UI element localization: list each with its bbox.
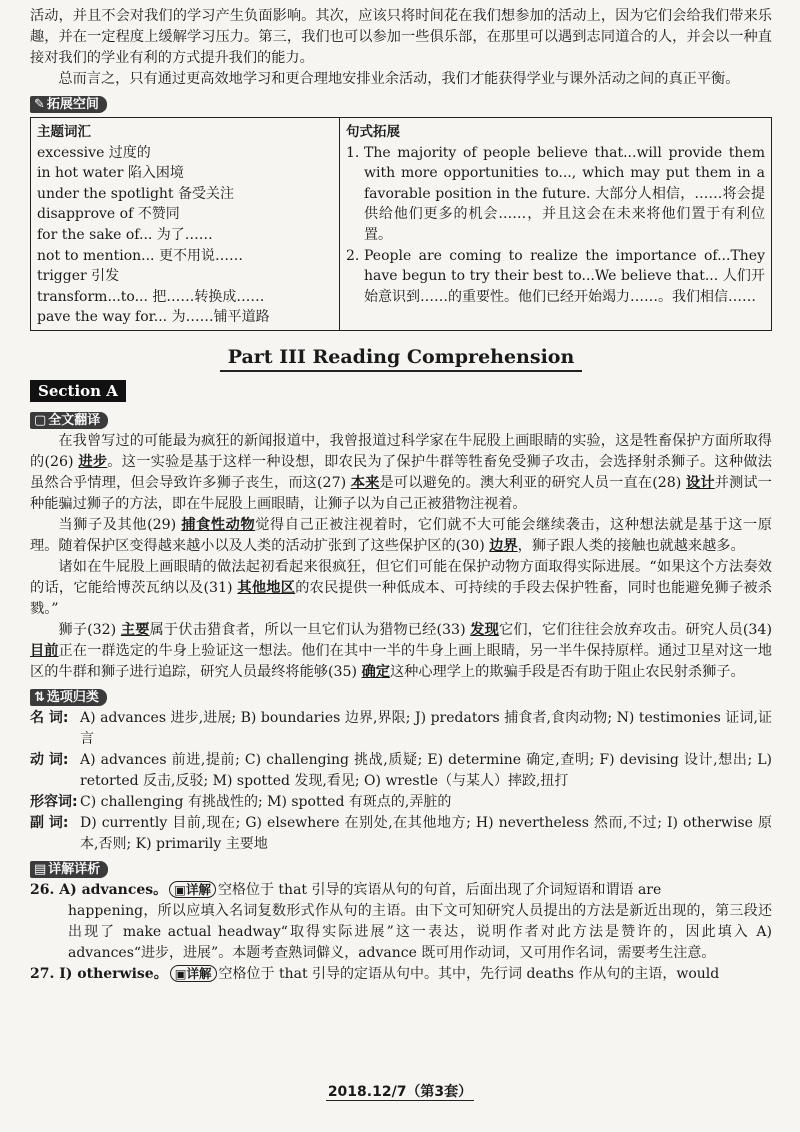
part-title-text: Part III Reading Comprehension <box>220 346 583 372</box>
category-key: 动 词: <box>30 751 69 768</box>
blank-answer: 设计 <box>686 474 715 491</box>
text-run: 狮子(32) <box>58 621 121 638</box>
answer-text: 空格位于 that 引导的定语从句中。其中，先行词 deaths 作从句的主语，would <box>218 965 720 982</box>
category-row <box>30 792 772 813</box>
vocab-item: transform...to... 把……转换成…… <box>37 288 265 305</box>
blank-answer: 边界 <box>489 537 518 554</box>
categories-label-text: 选项归类 <box>46 689 99 705</box>
category-value: A) advances 进步,进展; B) boundaries 边界,界限; J) predators 捕食者,食肉动物; N) testimonies 证词,证言 <box>80 709 772 747</box>
note-icon: ▣ <box>174 881 186 897</box>
intro-paragraph-1: 活动，并且不会对我们的学习产生负面影响。其次，应该只将时间花在我们想参加的活动上，因为它们会给我们带来乐趣，并在一定程度上缓解学习压力。第三，我们也可以参加一些俱乐部，在那里可以遇到志同道合的人，并会以一种直接对我们的学业有利的方式提升我们的能力。 <box>30 8 772 66</box>
blank-answer: 其他地区 <box>237 579 296 596</box>
detail-tag-text: 详解 <box>186 965 212 981</box>
sentence-number: 1. <box>346 144 360 161</box>
text-run: 并测试一种能骗过狮子的方法，即在牛屁股上画眼睛，让狮子以为自己正被猎物注视着。 <box>30 474 772 512</box>
part-title <box>30 347 772 368</box>
answer-first-line <box>30 880 772 901</box>
text-run: 在我曾写过的可能最为疯狂的新闻报道中，我曾报道过科学家在牛屁股上画眼睛的实验，这是牲畜保护方面所取得的(26) <box>30 432 772 470</box>
text-run: 诸如在牛屁股上画眼睛的做法起初看起来很疯狂，但它们可能在保护动物方面取得实际进展。“如果这个方法奏效的话，它能给博茨瓦纳以及(31) <box>30 558 772 596</box>
analysis-label-text: 详解详析 <box>48 861 101 877</box>
translation-label-text: 全文翻译 <box>48 412 101 428</box>
vocab-item: not to mention... 更不用说…… <box>37 247 243 264</box>
category-value: D) currently 目前,现在; G) elsewhere 在别处,在其他地方; H) nevertheless 然而,不过; I) otherwise 原本,否则; K) primarily 主要地 <box>80 814 772 852</box>
blank-answer: 发现 <box>470 621 499 638</box>
translation-label <box>30 412 108 429</box>
text-run: 正在一群选定的牛身上验证这一想法。他们在其中一半的牛身上画上眼睛，另一半牛保持原样。通过卫星对这一地区的牛群和狮子进行追踪，研究人员最终将能够(35) <box>30 642 772 680</box>
sentence-column <box>340 118 772 331</box>
analysis-label <box>30 861 108 878</box>
book-icon: ▤ <box>34 861 47 877</box>
vocab-item: disapprove of 不赞同 <box>37 206 180 223</box>
detail-tag <box>170 965 217 982</box>
vocab-heading: 主题词汇 <box>37 124 91 140</box>
text-run: 是可以避免的。澳大利亚的研究人员一直在(28) <box>379 474 687 491</box>
category-key: 副 词: <box>30 814 69 831</box>
answer-item <box>30 880 772 964</box>
text-run: 当狮子及其他(29) <box>58 516 182 533</box>
text-run: 。这一实验是基于这样一种设想，即农民为了保护牛群等牲畜免受狮子攻击，会选择射杀狮子。这种做法虽然合乎情理，但会导致许多狮子丧生，而这(27) <box>30 453 772 491</box>
answer-continuation: happening，所以应填入名词复数形式作从句的主语。由下文可知研究人员提出的方法是新近出现的，第三段还出现了 make actual headway“取得实际进展”这一表达，说明作者对此方法是赞许的，因此填入 A) advances“进步，进展”。本题考查熟词僻义，advance 既可用作动词，又可用作名词，需要考生注意。 <box>68 902 772 961</box>
categories-label <box>30 689 107 706</box>
translation-paragraph-3 <box>30 557 772 620</box>
answer-text: 空格位于 that 引导的宾语从句的句首，后面出现了介词短语和谓语 are <box>217 881 662 898</box>
blank-answer: 进步 <box>78 453 108 470</box>
sentence-item <box>346 246 765 308</box>
category-key: 名 词: <box>30 709 69 726</box>
translation-paragraph-2 <box>30 515 772 557</box>
vocab-item: for the sake of... 为了…… <box>37 226 213 243</box>
note-icon: ▣ <box>174 965 187 981</box>
category-row <box>30 750 772 792</box>
detail-tag <box>169 881 216 898</box>
pencil-icon: ✎ <box>34 97 45 112</box>
categories-list <box>30 708 772 855</box>
text-run: 属于伏击猎食者，所以一旦它们认为猎物已经(33) <box>149 621 471 638</box>
answer-item <box>30 964 772 985</box>
text-run: 它们，它们往往会放弃攻击。研究人员(34) <box>498 621 772 638</box>
vocab-item: pave the way for... 为……铺平道路 <box>37 309 270 326</box>
category-key: 形容词: <box>30 793 78 810</box>
footer-text: 2018.12/7（第3套） <box>327 1084 473 1100</box>
expand-label-text: 拓展空间 <box>46 97 99 112</box>
sentence-heading: 句式拓展 <box>346 124 400 140</box>
expand-table <box>30 117 772 331</box>
intro-paragraph-2: 总而言之，只有通过更高效地学习和更合理地安排业余活动，我们才能获得学业与课外活动之间的真正平衡。 <box>58 71 740 87</box>
vocab-item: under the spotlight 备受关注 <box>37 185 235 202</box>
blank-answer: 捕食性动物 <box>181 516 256 533</box>
section-tag: Section A <box>30 380 126 402</box>
text-run: 的农民提供一种低成本、可持续的手段去保护牲畜，同时也能避免狮子被杀戮。” <box>30 579 772 617</box>
sentence-text: People are coming to realize the importance of...They have begun to try their best to...We believe that... 人们开始意识到……的重要性。他们已经开始竭力……。我们相信…… <box>364 247 765 305</box>
page-footer <box>0 1082 800 1103</box>
sentence-item <box>346 143 765 246</box>
vocab-item: excessive 过度的 <box>37 144 151 161</box>
blank-answer: 本来 <box>350 474 380 491</box>
square-icon: ▢ <box>34 412 47 428</box>
sort-icon: ⇅ <box>34 689 45 705</box>
blank-answer: 确定 <box>361 663 390 680</box>
answer-head: 27. I) otherwise。 <box>30 965 168 982</box>
expand-label <box>30 96 107 113</box>
blank-answer: 目前 <box>30 642 59 659</box>
sentence-number: 2. <box>346 247 360 264</box>
sentence-list <box>346 143 765 308</box>
detail-tag-text: 详解 <box>185 881 211 897</box>
text-run: 这种心理学上的欺骗手段是否有助于阻止农民射杀狮子。 <box>389 663 745 680</box>
text-run: 觉得自己正被注视着时，它们就不大可能会继续袭击，这种想法就是基于这一原理。随着保护区变得越来越小以及人类的活动扩张到了这些保护区的(30) <box>30 516 772 554</box>
answer-head: 26. A) advances。 <box>30 881 168 898</box>
category-value: C) challenging 有挑战性的; M) spotted 有斑点的,弄脏的 <box>80 793 452 810</box>
sentence-text: The majority of people believe that...will provide them with more opportunities to..., which may put them in a favorable position in the future. 大部分人相信，……将会提供给他们更多的机会……，并且这会在未来将他们置于有利位置。 <box>364 144 765 243</box>
category-row <box>30 813 772 855</box>
blank-answer: 主要 <box>120 621 150 638</box>
vocab-item: trigger 引发 <box>37 268 120 285</box>
text-run: ，狮子跟人类的接触也就越来越多。 <box>517 537 745 554</box>
category-row <box>30 708 772 750</box>
vocab-column <box>31 118 340 331</box>
answer-first-line <box>30 964 772 985</box>
translation-paragraph-1 <box>30 431 772 515</box>
vocab-item: in hot water 陷入困境 <box>37 165 184 182</box>
page <box>30 6 772 985</box>
category-value: A) advances 前进,提前; C) challenging 挑战,质疑; E) determine 确定,查明; F) devising 设计,想出; L) retorted 反击,反驳; M) spotted 发现,看见; O) wrestle（与某人）摔跤,扭打 <box>80 751 772 789</box>
translation-paragraph-4 <box>30 620 772 683</box>
